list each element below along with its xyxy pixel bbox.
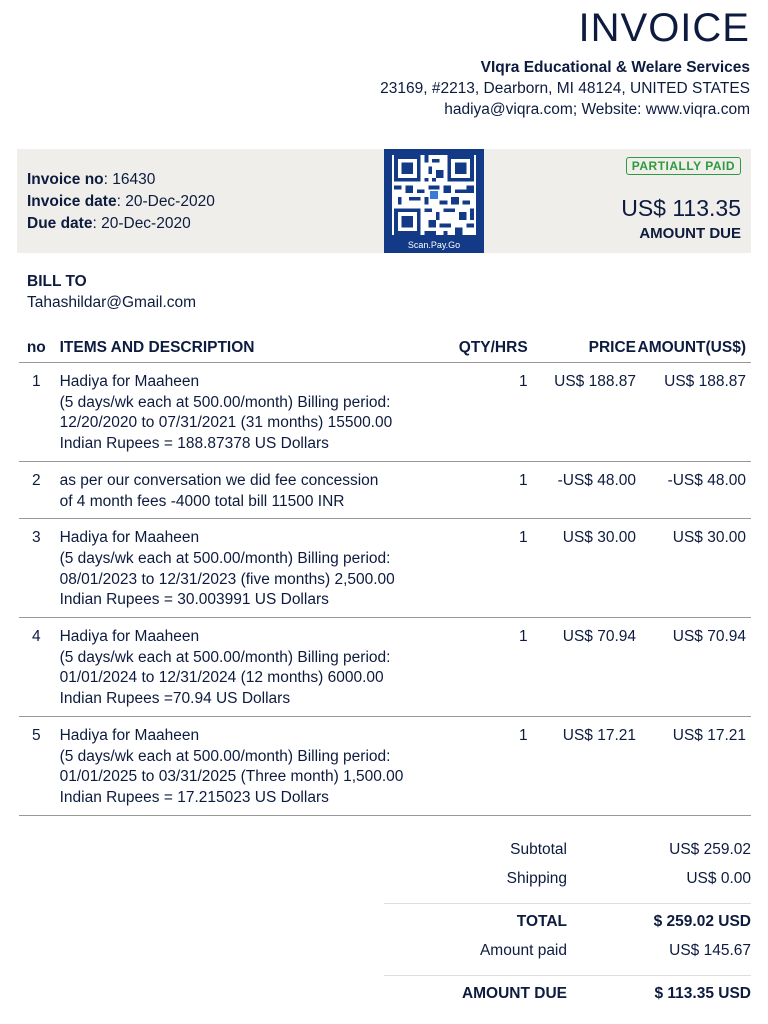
line-items-table bbox=[19, 336, 751, 816]
row-no: 1 bbox=[19, 363, 54, 462]
amount-paid-row bbox=[384, 940, 751, 969]
final-amount-due-label: AMOUNT DUE bbox=[461, 985, 567, 1002]
invoice-date: Invoice date: 20-Dec-2020 bbox=[27, 193, 215, 210]
row-qty: 1 bbox=[415, 363, 528, 462]
row-no: 4 bbox=[19, 618, 54, 717]
final-amount-due-value: $ 113.35 USD bbox=[654, 985, 751, 1002]
row-amount: US$ 70.94 bbox=[636, 618, 751, 717]
col-no: no bbox=[19, 336, 54, 363]
col-amount: AMOUNT(US$) bbox=[636, 336, 751, 363]
company-address: 23169, #2213, Dearborn, MI 48124, UNITED STATES bbox=[380, 80, 750, 97]
bill-to-label: BILL TO bbox=[27, 273, 87, 290]
subtotal-value: US$ 259.02 bbox=[669, 841, 751, 858]
row-description: as per our conversation we did fee concession of 4 month fees -4000 total bill 11500 INR bbox=[54, 461, 415, 518]
totals-block bbox=[384, 839, 751, 1012]
total-row bbox=[384, 911, 751, 940]
qr-code-icon bbox=[392, 155, 476, 235]
company-block bbox=[370, 57, 750, 120]
row-qty: 1 bbox=[415, 461, 528, 518]
row-no: 2 bbox=[19, 461, 54, 518]
invoice-title: INVOICE bbox=[578, 6, 750, 50]
row-description: Hadiya for Maaheen (5 days/wk each at 500.00/month) Billing period: 08/01/2023 to 12/31/2023 (five months) 2,500.00 Indian Rupees = 30.003991 US Dollars bbox=[54, 519, 415, 618]
table-header-row bbox=[19, 336, 751, 363]
invoice-number: Invoice no: 16430 bbox=[27, 171, 156, 188]
total-label: TOTAL bbox=[516, 913, 567, 930]
row-description: Hadiya for Maaheen (5 days/wk each at 500.00/month) Billing period: 01/01/2025 to 03/31/2025 (Three month) 1,500.00 Indian Rupees = 17.215023 US Dollars bbox=[54, 716, 415, 815]
divider bbox=[384, 975, 751, 976]
row-price: -US$ 48.00 bbox=[528, 461, 636, 518]
row-qty: 1 bbox=[415, 618, 528, 717]
row-description: Hadiya for Maaheen (5 days/wk each at 500.00/month) Billing period: 01/01/2024 to 12/31/2024 (12 months) 6000.00 Indian Rupees =70.94 US Dollars bbox=[54, 618, 415, 717]
amount-paid-label: Amount paid bbox=[479, 942, 567, 959]
col-price: PRICE bbox=[528, 336, 636, 363]
row-qty: 1 bbox=[415, 716, 528, 815]
row-no: 3 bbox=[19, 519, 54, 618]
row-no: 5 bbox=[19, 716, 54, 815]
row-price: US$ 188.87 bbox=[528, 363, 636, 462]
subtotal-label: Subtotal bbox=[510, 841, 567, 858]
invoice-info-band bbox=[17, 149, 751, 253]
amount-due-row bbox=[384, 983, 751, 1012]
row-amount: US$ 188.87 bbox=[636, 363, 751, 462]
invoice-meta bbox=[27, 169, 215, 235]
row-price: US$ 70.94 bbox=[528, 618, 636, 717]
company-name: VIqra Educational & Welare Services bbox=[480, 59, 750, 76]
shipping-row bbox=[384, 868, 751, 897]
table-row bbox=[19, 716, 751, 815]
row-qty: 1 bbox=[415, 519, 528, 618]
qr-caption: Scan.Pay.Go bbox=[407, 240, 461, 250]
amount-due-value: US$ 113.35 bbox=[621, 195, 741, 221]
subtotal-row bbox=[384, 839, 751, 868]
table-row bbox=[19, 618, 751, 717]
col-qty: QTY/HRS bbox=[415, 336, 528, 363]
col-description: ITEMS AND DESCRIPTION bbox=[54, 336, 415, 363]
row-description: Hadiya for Maaheen (5 days/wk each at 500.00/month) Billing period: 12/20/2020 to 07/31/2021 (31 months) 15500.00 Indian Rupees = 188.87378 US Dollars bbox=[54, 363, 415, 462]
row-price: US$ 30.00 bbox=[528, 519, 636, 618]
shipping-label: Shipping bbox=[506, 870, 567, 887]
company-contact: hadiya@viqra.com; Website: www.viqra.com bbox=[444, 101, 750, 118]
due-date: Due date: 20-Dec-2020 bbox=[27, 215, 191, 232]
total-value: $ 259.02 USD bbox=[653, 913, 751, 930]
row-amount: -US$ 48.00 bbox=[636, 461, 751, 518]
payment-status-badge: PARTIALLY PAID bbox=[626, 157, 741, 175]
table-row bbox=[19, 461, 751, 518]
qr-payment-code[interactable] bbox=[384, 149, 484, 253]
table-row bbox=[19, 363, 751, 462]
amount-due-label: AMOUNT DUE bbox=[639, 225, 741, 242]
row-amount: US$ 17.21 bbox=[636, 716, 751, 815]
amount-paid-value: US$ 145.67 bbox=[669, 942, 751, 959]
table-row bbox=[19, 519, 751, 618]
shipping-value: US$ 0.00 bbox=[686, 870, 751, 887]
row-price: US$ 17.21 bbox=[528, 716, 636, 815]
divider bbox=[384, 903, 751, 904]
bill-to-email[interactable]: Tahashildar@Gmail.com bbox=[27, 294, 197, 311]
row-amount: US$ 30.00 bbox=[636, 519, 751, 618]
